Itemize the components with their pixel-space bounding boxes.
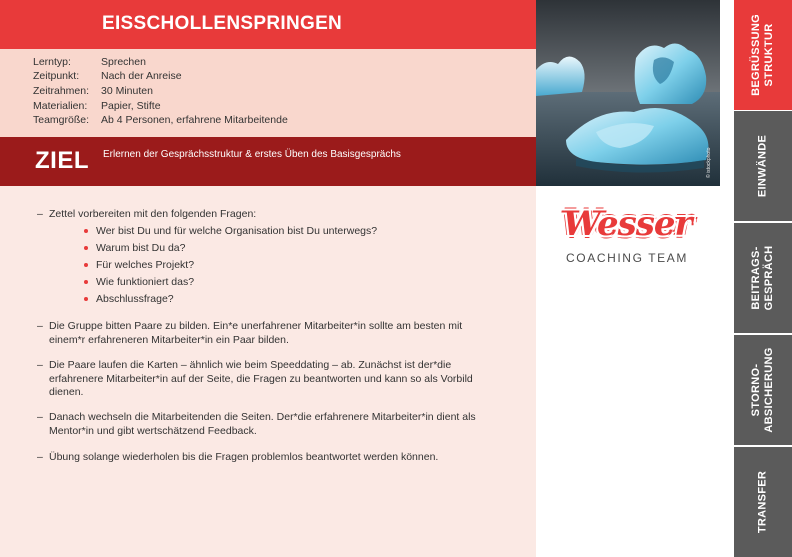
- question-list: [84, 223, 377, 308]
- info-key: Zeitrahmen:: [33, 85, 90, 97]
- info-key: Lerntyp:: [33, 56, 71, 68]
- dash-marker: –: [37, 320, 43, 332]
- logo-wordmark: Wesser: [562, 204, 692, 244]
- instruction-step: [37, 411, 507, 438]
- tab-stornoabsicherung[interactable]: [734, 335, 792, 445]
- tab-label: [750, 347, 776, 432]
- dash-marker: –: [37, 208, 43, 220]
- info-key: Teamgröße:: [33, 114, 90, 126]
- question-text: Wie funktioniert das?: [96, 276, 195, 288]
- question-text: Abschlussfrage?: [96, 293, 174, 305]
- list-item: [84, 223, 377, 240]
- tab-label-line: TRANSFER: [756, 470, 769, 534]
- step-text: Übung solange wiederholen bis die Fragen problemlos beantwortet werden können.: [49, 451, 439, 463]
- tab-label-line: BEGRÜSSUNG: [750, 14, 762, 96]
- info-value: Nach der Anreise: [101, 70, 182, 82]
- info-value: Papier, Stifte: [101, 100, 161, 112]
- list-item: [84, 274, 377, 291]
- tab-label: [750, 246, 776, 311]
- tab-label: [757, 471, 770, 533]
- instruction-step: [37, 451, 517, 465]
- tab-beitragsgespraech[interactable]: [734, 223, 792, 333]
- tab-label: [750, 14, 776, 96]
- dash-marker: –: [37, 359, 43, 371]
- iceberg-photo: [536, 0, 720, 186]
- wesser-logo: [555, 204, 705, 274]
- bullet-icon: [84, 280, 88, 284]
- dash-marker: –: [37, 451, 43, 463]
- goal-text: Erlernen der Gesprächsstruktur & erstes Üben des Basisgesprächs: [103, 149, 401, 160]
- tab-label-line: ABSICHERUNG: [763, 347, 775, 433]
- tab-einwaende[interactable]: [734, 111, 792, 221]
- tab-label-line: STORNO-: [750, 363, 762, 417]
- bullet-icon: [84, 246, 88, 250]
- page-title: EISSCHOLLENSPRINGEN: [102, 13, 343, 34]
- list-item: [84, 257, 377, 274]
- info-key: Materialien:: [33, 100, 88, 112]
- list-item: [84, 240, 377, 257]
- instructions: [0, 186, 536, 557]
- instruction-step: [37, 359, 492, 400]
- photo-credit: © istockphoto: [706, 147, 712, 178]
- info-value: Sprechen: [101, 56, 146, 68]
- tab-transfer[interactable]: [734, 447, 792, 557]
- tab-label-line: BEITRAGS-: [750, 246, 762, 310]
- bullet-icon: [84, 297, 88, 301]
- question-text: Für welches Projekt?: [96, 259, 195, 271]
- bullet-icon: [84, 263, 88, 267]
- tab-label-line: STRUKTUR: [763, 23, 775, 87]
- info-value: Ab 4 Personen, erfahrene Mitarbeitende: [101, 114, 288, 126]
- instruction-step: [37, 320, 487, 347]
- goal-label: ZIEL: [35, 147, 89, 174]
- tab-begruessung[interactable]: [734, 0, 792, 110]
- step-text: Die Paare laufen die Karten – ähnlich wie beim Speeddating – ab. Zunächst ist der*die erfahrenere Mitarbeiter*in auf der Seite, die Fragen zu beantworten und kann so als Vorbild dienen.: [49, 359, 473, 398]
- section-tabs: [734, 0, 792, 557]
- info-panel: [0, 49, 536, 137]
- dash-marker: –: [37, 411, 43, 423]
- info-value: 30 Minuten: [101, 85, 153, 97]
- question-text: Warum bist Du da?: [96, 242, 186, 254]
- step-text: Die Gruppe bitten Paare zu bilden. Ein*e unerfahrener Mitarbeiter*in sollte am besten mit einem*r erfahreneren Mitarbeiter*in ein Paar bilden.: [49, 320, 463, 346]
- step-text: Zettel vorbereiten mit den folgenden Fragen:: [49, 208, 257, 220]
- bullet-icon: [84, 229, 88, 233]
- step-text: Danach wechseln die Mitarbeitenden die Seiten. Der*die erfahrenere Mitarbeiter*in dient als Mentor*in und gibt wertschätzend Feedback.: [49, 411, 476, 437]
- title-bar: [0, 0, 536, 49]
- tab-label: [757, 135, 770, 197]
- goal-bar: [0, 137, 536, 186]
- tab-label-line: GESPRÄCH: [763, 245, 775, 311]
- list-item: [84, 291, 377, 308]
- iceberg-image: [536, 0, 720, 186]
- logo-subtitle: COACHING TEAM: [566, 251, 688, 265]
- tab-label-line: EINWÄNDE: [756, 134, 769, 198]
- question-text: Wer bist Du und für welche Organisation bist Du unterwegs?: [96, 225, 378, 237]
- instruction-step: [37, 208, 507, 222]
- info-key: Zeitpunkt:: [33, 70, 80, 82]
